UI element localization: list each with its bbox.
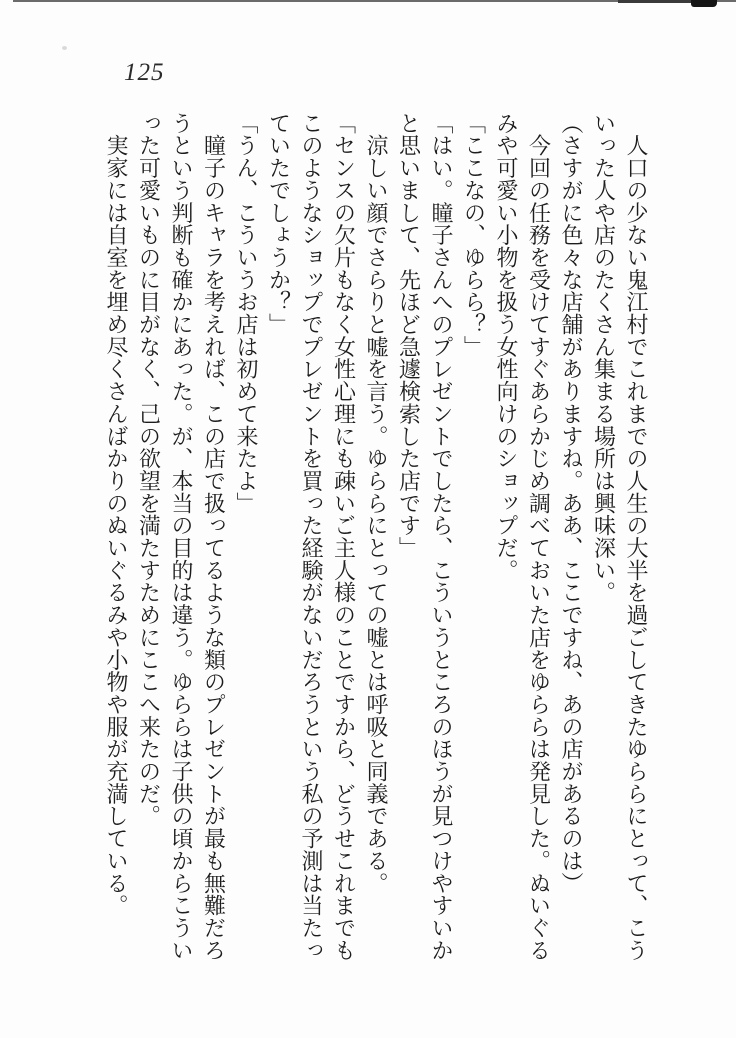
text-line: と思いまして、先ほど急遽検索した店です」 — [396, 112, 422, 559]
text-line: 涼しい顔でさらりと嘘を言う。ゆららにとっての嘘とは呼吸と同義である。 — [364, 112, 389, 895]
text-line: みや可愛い小物を扱う女性向けのショップだ。 — [494, 112, 519, 582]
scan-artifact-dark-segment — [618, 0, 692, 3]
text-line: 今回の任務を受けてすぐあらかじめ調べておいた店をゆららは発見した。ぬいぐる — [526, 112, 552, 962]
text-line: ていたでしょうか？」 — [266, 112, 292, 336]
text-line: 人口の少ない鬼江村でこれまでの人生の大半を過ごしてきたゆららにとって、こう — [624, 112, 649, 962]
text-line: 「うん、こういうお店は初めて来たよ」 — [234, 112, 259, 515]
text-line: 瞳子のキャラを考えれば、この店で扱ってるような類のプレゼントが最も無難だろ — [201, 112, 227, 962]
text-line: 「センスの欠片もなく女性心理にも疎いご主人様のことですから、どうせこれまでも — [331, 112, 357, 962]
scan-artifact-corner-blob — [691, 0, 717, 7]
scan-speck — [62, 46, 67, 50]
text-line: このようなショップでプレゼントを買った経験がないだろうという私の予測は当たっ — [299, 112, 324, 962]
page-number: 125 — [124, 59, 165, 86]
text-line: 「ここなの、ゆらら？」 — [461, 112, 487, 358]
text-line: うという判断も確かにあった。が、本当の目的は違う。ゆららは子供の頃からこうい — [169, 112, 194, 962]
vertical-text-block — [100, 112, 653, 964]
text-line: いった人や店のたくさん集まる場所は興味深い。 — [591, 112, 617, 604]
text-line: 「はい。瞳子さんへのプレゼントでしたら、こういうところのほうが見つけやすいか — [429, 112, 454, 962]
text-line: った可愛いものに目がなく、己の欲望を満たすためにここへ来たのだ。 — [136, 112, 162, 828]
text-line: （さすがに色々な店舗がありますね。ああ、ここですね、あの店があるのは） — [559, 112, 584, 895]
text-line: 実家には自室を埋め尽くさんばかりのぬいぐるみや小物や服が充満している。 — [104, 112, 129, 917]
